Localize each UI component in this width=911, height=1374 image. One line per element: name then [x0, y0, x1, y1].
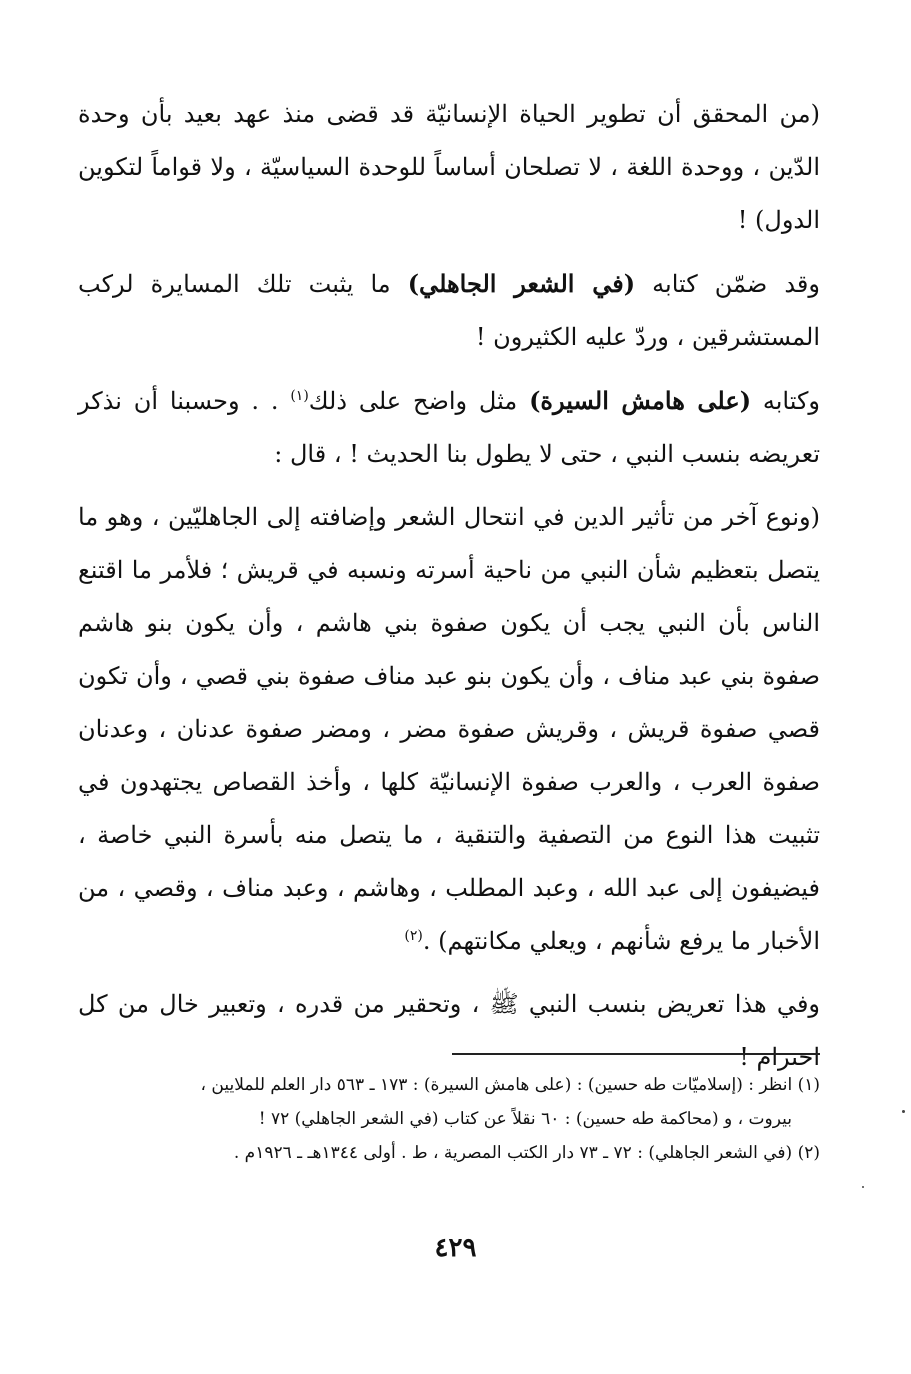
paragraph-4-text: (ونوع آخر من تأثير الدين في انتحال الشعر وإضافته إلى الجاهليّين ، وهو ما يتصل بتعظيم شأن النبي من ناحية أسرته ونسبه في قريش ؛ فلأمر ما اقتنع الناس بأن النبي يجب أن يكون صفوة بني هاشم ، وأن يكون بنو هاشم صفوة بني عبد مناف ، وأن يكون بنو عبد مناف صفوة بني قصي ، وأن تكون قصي صفوة قريش ، وقريش صفوة مضر ، ومضر صفوة عدنان ، وعدنان صفوة العرب ، والعرب صفوة الإنسانيّة كلها ، وأخذ القصاص يجتهدون في تثبيت هذا النوع من التصفية والتنقية ، ما يتصل منه بأسرة النبي خاصة ، فيضيفون إلى عبد الله ، وعبد المطلب ، وهاشم ، وعبد مناف ، وقصي ، من الأخبار ما يرفع شأنهم ، ويعلي مكانتهم) . [78, 503, 820, 955]
footnote-divider [452, 1053, 820, 1055]
paragraph-3 [78, 374, 820, 481]
paragraph-quote-2 [78, 491, 820, 968]
book-title-jahili-poetry: (في الشعر الجاهلي) [407, 269, 636, 298]
paragraph-2-text-end: ما يثبت تلك المسايرة لركب المستشرقين ، وردّ عليه الكثيرون ! [78, 270, 820, 351]
main-text [78, 88, 820, 1094]
paragraph-3-text-mid: مثل واضح على ذلك [308, 387, 530, 415]
footnote-1-line-1: (١) انظر : (إسلاميّات طه حسين) : (على هامش السيرة) : ١٧٣ ـ ٥٦٣ دار العلم للملايين ، [200, 1075, 820, 1095]
footnote-ref-1: (١) [290, 388, 309, 404]
paragraph-3-text-start: وكتابه [751, 387, 821, 415]
scan-speck-right [902, 1110, 905, 1113]
footnotes [80, 1068, 820, 1170]
paragraph-1-text: (من المحقق أن تطوير الحياة الإنسانيّة قد قضى منذ عهد بعيد بأن وحدة الدّين ، ووحدة اللغة ، لا تصلحان أساساً للوحدة السياسيّة ، ولا قواماً لتكوين الدول) ! [78, 100, 820, 234]
page-number: ٤٢٩ [434, 1233, 477, 1263]
paragraph-2-text-start: وقد ضمّن كتابه [635, 270, 820, 298]
paragraph-2 [78, 257, 820, 364]
paragraph-5-text: وفي هذا تعريض بنسب النبي ﷺ ، وتحقير من قدره ، وتعبير خال من كل احترام ! [78, 990, 820, 1071]
paragraph-3-text-end: . . وحسبنا أن نذكر تعريضه بنسب النبي ، حتى لا يطول بنا الحديث ! ، قال : [78, 387, 820, 468]
footnote-ref-2: (٢) [404, 928, 423, 944]
scan-speck-right-lower [862, 1186, 864, 1188]
footnote-2: (٢) (في الشعر الجاهلي) : ٧٢ ـ ٧٣ دار الكتب المصرية ، ط . أولى ١٣٤٤هـ ـ ١٩٢٦م . [233, 1143, 820, 1163]
book-title-sira-margin: (على هامش السيرة) [529, 386, 752, 415]
footnote-1-line-2: بيروت ، و (محاكمة طه حسين) : ٦٠ نقلاً عن كتاب (في الشعر الجاهلي) ٧٢ ! [258, 1109, 792, 1129]
paragraph-quote-1 [78, 88, 820, 247]
